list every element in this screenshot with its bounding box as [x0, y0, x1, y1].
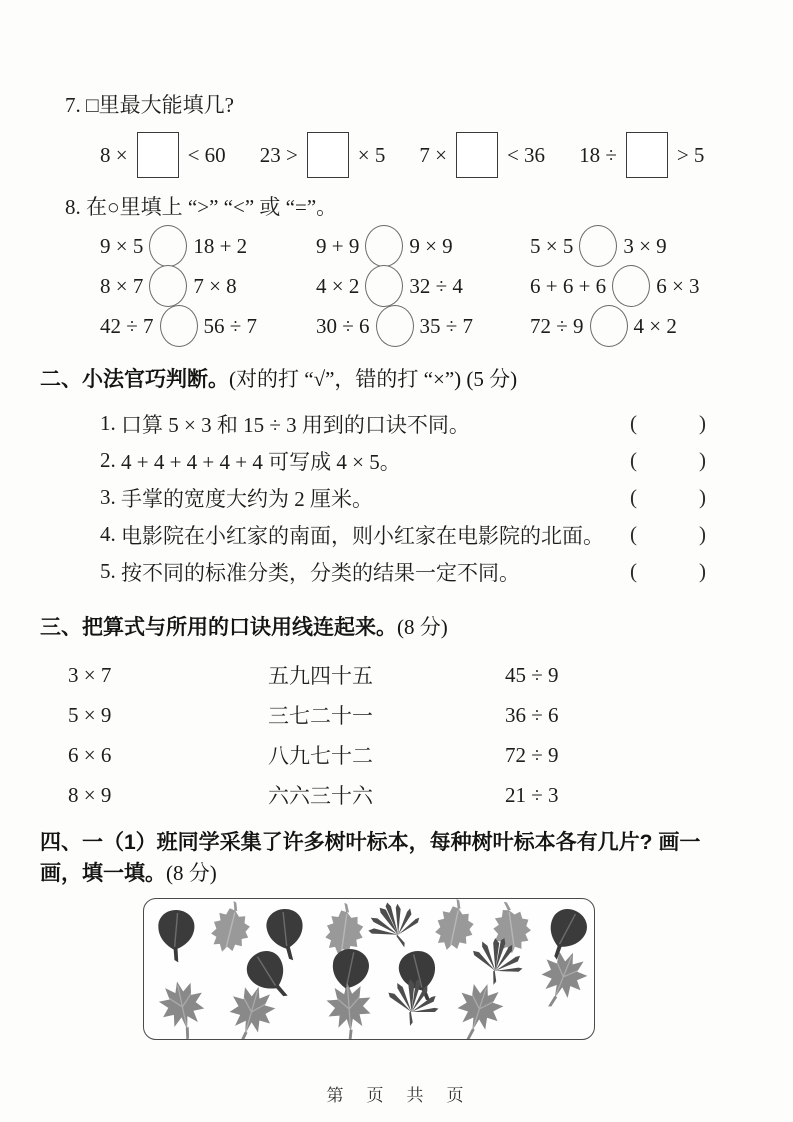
expression: 72 ÷ 9 — [505, 742, 559, 767]
expression-left: 6 + 6 + 6 — [530, 273, 607, 298]
answer-box[interactable] — [307, 132, 349, 178]
expression-right: 9 × 9 — [409, 233, 453, 258]
judgment-item — [100, 479, 753, 516]
match-expression[interactable] — [68, 735, 268, 775]
item-text: 手掌的宽度大约为 2 厘米。 — [121, 486, 373, 511]
match-division[interactable] — [505, 775, 753, 815]
expression-right: < 60 — [187, 142, 226, 167]
question-7-number: 7. — [65, 93, 81, 117]
paren-close: ) — [699, 522, 706, 546]
answer-parentheses[interactable] — [630, 516, 706, 553]
expression-left: 9 × 5 — [100, 233, 144, 258]
compare-item — [316, 266, 530, 306]
answer-parentheses[interactable] — [630, 479, 706, 516]
expression: 3 × 7 — [68, 662, 112, 687]
expression-right: 56 ÷ 7 — [203, 313, 258, 338]
expression-right: 4 × 2 — [633, 313, 677, 338]
expression: 5 × 9 — [68, 702, 112, 727]
section-2-title: 二、小法官巧判断。 — [40, 368, 229, 391]
question-8-number: 8. — [65, 195, 81, 219]
paren-open: ( — [630, 522, 637, 546]
compare-item — [100, 226, 316, 266]
section-4-subtitle: (8 分) — [166, 861, 217, 885]
compare-item — [316, 226, 530, 266]
judgment-item — [100, 516, 753, 553]
question-7-text: □里最大能填几? — [86, 93, 235, 117]
judgment-item — [100, 442, 753, 479]
birch-leaf-icon — [323, 901, 367, 958]
fill-item — [419, 132, 545, 178]
expression-right: 6 × 3 — [656, 273, 700, 298]
expression-left: 72 ÷ 9 — [530, 313, 584, 338]
match-mnemonic[interactable] — [268, 775, 505, 815]
mnemonic: 八九七十二 — [268, 744, 373, 768]
match-expression[interactable] — [68, 695, 268, 735]
answer-parentheses[interactable] — [630, 405, 706, 442]
item-number: 1. — [100, 411, 116, 435]
answer-circle[interactable] — [376, 305, 414, 347]
judgment-item — [100, 405, 753, 442]
answer-box[interactable] — [456, 132, 498, 178]
compare-item — [100, 266, 316, 306]
expression-right: 35 ÷ 7 — [419, 313, 474, 338]
leaf-specimen-box — [143, 898, 595, 1040]
expression-right: < 36 — [506, 142, 546, 167]
mnemonic: 六六三十六 — [268, 784, 373, 808]
expression-left: 30 ÷ 6 — [316, 313, 370, 338]
expression: 8 × 9 — [68, 782, 112, 807]
matching-exercise — [68, 655, 753, 815]
answer-circle[interactable] — [590, 305, 628, 347]
expression-left: 42 ÷ 7 — [100, 313, 154, 338]
expression-right: 7 × 8 — [193, 273, 237, 298]
expression-left: 9 + 9 — [316, 233, 360, 258]
expression: 45 ÷ 9 — [505, 662, 559, 687]
compare-item — [530, 266, 753, 306]
page-footer: 第 页 共 页 — [326, 1086, 467, 1105]
item-text: 按不同的标准分类，分类的结果一定不同。 — [121, 560, 520, 585]
item-text: 电影院在小红家的南面，则小红家在电影院的北面。 — [121, 523, 604, 548]
leaf-canvas — [144, 899, 594, 1039]
match-mnemonic[interactable] — [268, 655, 505, 695]
answer-box[interactable] — [626, 132, 668, 178]
item-number: 2. — [100, 448, 116, 472]
fill-item — [100, 132, 226, 178]
section-4-header-line2 — [40, 858, 753, 889]
section-4-header-line1 — [40, 827, 753, 858]
expression-right: × 5 — [357, 142, 386, 167]
item-number: 5. — [100, 559, 116, 583]
fill-item — [260, 132, 386, 178]
mnemonic: 三七二十一 — [268, 704, 373, 728]
palmate-leaf-icon — [361, 899, 427, 958]
section-2-header — [40, 364, 753, 395]
answer-circle[interactable] — [149, 225, 187, 267]
maple-leaf-icon — [221, 981, 280, 1039]
question-8-title — [65, 194, 753, 220]
paren-open: ( — [630, 411, 637, 435]
expression: 36 ÷ 6 — [505, 702, 559, 727]
birch-leaf-icon — [432, 899, 479, 954]
paren-close: ) — [699, 448, 706, 472]
section-4-title: 四、一（1）班同学采集了许多树叶标本，每种树叶标本各有几片? 画一 — [40, 831, 701, 854]
match-mnemonic[interactable] — [268, 695, 505, 735]
paren-close: ) — [699, 485, 706, 509]
maple-leaf-icon — [530, 945, 593, 1016]
paren-open: ( — [630, 559, 637, 583]
match-division[interactable] — [505, 655, 753, 695]
paren-close: ) — [699, 559, 706, 583]
section-2-subtitle: (对的打 “√”，错的打 “×”) (5 分) — [229, 367, 518, 391]
expression-left: 4 × 2 — [316, 273, 360, 298]
question-7-answers — [100, 130, 753, 180]
poplar-leaf-icon — [155, 909, 196, 964]
expression-right: 32 ÷ 4 — [409, 273, 463, 298]
question-8-text: 在○里填上 “>” “<” 或 “=”。 — [86, 195, 338, 219]
item-text: 口算 5 × 3 和 15 ÷ 3 用到的口诀不同。 — [121, 412, 470, 437]
section-3-header — [40, 612, 753, 643]
expression-left: 7 × — [419, 142, 447, 167]
compare-item — [530, 226, 753, 266]
answer-circle[interactable] — [612, 265, 650, 307]
section-3-subtitle: (8 分) — [397, 615, 448, 639]
compare-item — [316, 306, 530, 346]
expression-left: 5 × 5 — [530, 233, 574, 258]
expression-right: > 5 — [676, 142, 705, 167]
answer-circle[interactable] — [365, 225, 403, 267]
match-division[interactable] — [505, 735, 753, 775]
expression: 21 ÷ 3 — [505, 782, 559, 807]
answer-circle[interactable] — [579, 225, 617, 267]
expression-left: 8 × — [100, 142, 128, 167]
item-number: 4. — [100, 522, 116, 546]
fill-item — [579, 132, 704, 178]
section-3-title: 三、把算式与所用的口诀用线连起来。 — [40, 616, 397, 639]
expression-left: 8 × 7 — [100, 273, 144, 298]
maple-leaf-icon — [155, 977, 210, 1039]
answer-circle[interactable] — [160, 305, 198, 347]
expression-left: 23 > — [259, 142, 298, 167]
item-number: 3. — [100, 485, 116, 509]
expression-right: 18 + 2 — [193, 233, 248, 258]
judgment-list — [40, 405, 753, 590]
expression-left: 18 ÷ — [579, 142, 617, 167]
expression: 6 × 6 — [68, 742, 112, 767]
match-expression[interactable] — [68, 775, 268, 815]
item-text: 4 + 4 + 4 + 4 + 4 可写成 4 × 5。 — [121, 449, 401, 474]
answer-parentheses[interactable] — [630, 442, 706, 479]
poplar-leaf-icon — [536, 903, 592, 966]
answer-circle[interactable] — [149, 265, 187, 307]
match-mnemonic[interactable] — [268, 735, 505, 775]
expression-right: 3 × 9 — [623, 233, 667, 258]
compare-item — [100, 306, 316, 346]
answer-circle[interactable] — [365, 265, 403, 307]
section-4-title-cont: 画，填一填。 — [40, 862, 166, 885]
mnemonic: 五九四十五 — [268, 664, 373, 688]
answer-box[interactable] — [137, 132, 179, 178]
compare-item — [530, 306, 753, 346]
birch-leaf-icon — [207, 899, 255, 957]
match-expression[interactable] — [68, 655, 268, 695]
paren-open: ( — [630, 485, 637, 509]
paren-close: ) — [699, 411, 706, 435]
question-8-answers — [100, 226, 753, 346]
answer-parentheses[interactable] — [630, 553, 706, 590]
paren-open: ( — [630, 448, 637, 472]
maple-leaf-icon — [325, 982, 373, 1039]
maple-leaf-icon — [448, 977, 508, 1039]
judgment-item — [100, 553, 753, 590]
match-division[interactable] — [505, 695, 753, 735]
question-7-title — [65, 92, 753, 118]
